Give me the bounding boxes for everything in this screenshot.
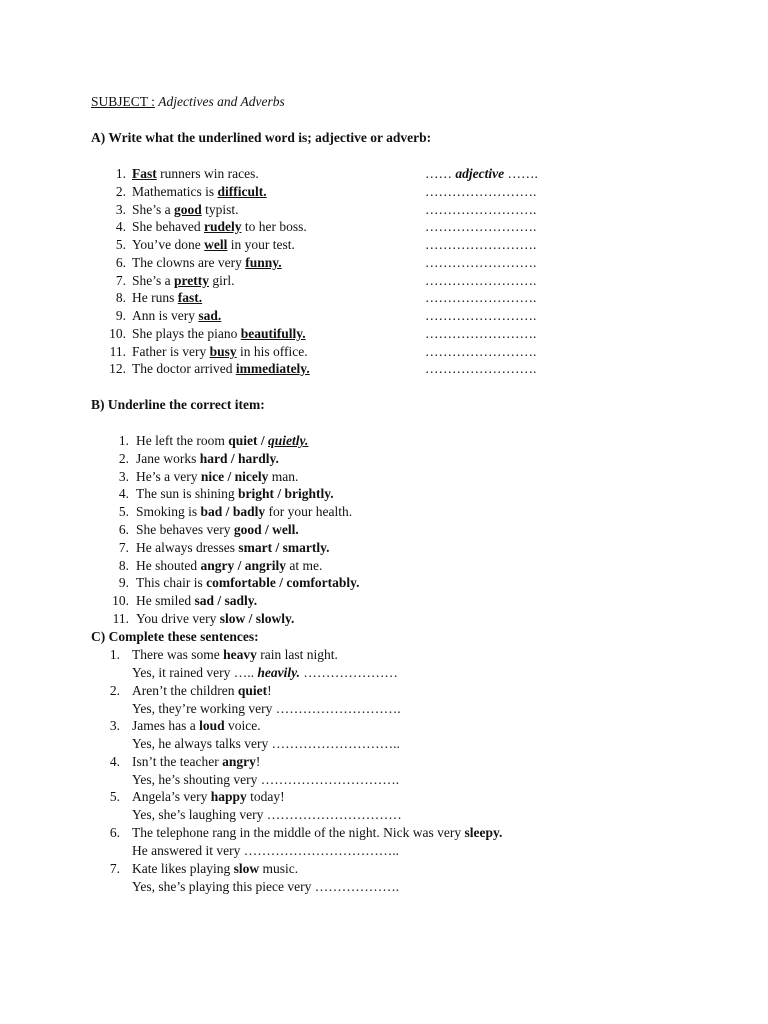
answer-dots: ………………… [299, 665, 398, 680]
item-text: today! [246, 789, 285, 804]
option-b: hardly. [238, 451, 279, 466]
answer-line [132, 878, 399, 895]
answer-dots: ……………………. [425, 308, 537, 323]
item-number: 7. [118, 540, 129, 555]
option-b: nicely [234, 469, 269, 484]
underlined-word: fast. [177, 290, 203, 305]
list-item [132, 325, 306, 342]
answer-prompt: Yes, she’s playing this piece very [132, 879, 315, 894]
option-a: good [233, 522, 262, 537]
list-item [136, 592, 257, 609]
item-number: 8. [118, 558, 129, 573]
item-number: 2. [109, 683, 120, 698]
list-item [136, 432, 308, 449]
item-text: She behaved [132, 219, 204, 234]
option-a: slow [219, 611, 246, 626]
item-text: He left the room [136, 433, 229, 448]
list-item [132, 183, 267, 200]
option-b: brightly. [284, 486, 334, 501]
item-number: 10. [112, 593, 129, 608]
list-item [136, 468, 298, 485]
item-text: ! [255, 754, 261, 769]
option-separator: / [224, 469, 235, 484]
underlined-word: immediately. [235, 361, 310, 376]
answer-dots: ………………………. [275, 701, 401, 716]
item-number: 9. [118, 575, 129, 590]
answer-dots: ……………………. [425, 361, 537, 376]
list-item [132, 717, 261, 734]
item-text: in his office. [236, 344, 308, 359]
answer-prompt: Yes, it rained very [132, 665, 234, 680]
item-text: She plays the piano [132, 326, 241, 341]
item-text: to her boss. [241, 219, 307, 234]
answer-dots: ………………. [314, 879, 400, 894]
item-text: typist. [201, 202, 239, 217]
answer-blank [425, 201, 536, 218]
item-number: 5. [115, 237, 126, 252]
item-number: 7. [115, 273, 126, 288]
section-b-heading: B) Underline the correct item: [91, 397, 265, 412]
underlined-word: good [174, 202, 202, 217]
key-word: happy [210, 789, 247, 804]
answer-dots: ……………………….. [271, 736, 400, 751]
item-number: 4. [109, 754, 120, 769]
answer-prompt: Yes, they’re working very [132, 701, 276, 716]
answer-blank [425, 165, 538, 182]
item-text: Kate likes playing [132, 861, 234, 876]
list-item [132, 201, 239, 218]
subject-line [91, 93, 285, 110]
list-item [132, 343, 308, 360]
list-item [136, 485, 334, 502]
underlined-word: busy [209, 344, 237, 359]
underlined-word: sad. [198, 308, 222, 323]
list-item [132, 289, 202, 306]
option-separator: / [234, 558, 245, 573]
option-b: well. [272, 522, 299, 537]
answer-blank [425, 325, 536, 342]
list-item [132, 236, 295, 253]
key-word: loud [199, 718, 225, 733]
underlined-word: funny. [245, 255, 282, 270]
option-a: sad [194, 593, 215, 608]
item-number: 2. [115, 184, 126, 199]
item-text: You drive very [136, 611, 220, 626]
item-text: for your health. [265, 504, 353, 519]
list-item [132, 307, 221, 324]
answer-dots: ……………………. [425, 326, 537, 341]
item-text: The clowns are very [132, 255, 246, 270]
item-text: Isn’t the teacher [132, 754, 223, 769]
answer-dots: ……………………. [425, 219, 537, 234]
answer-dots: ……………………. [425, 273, 537, 288]
list-item [132, 165, 259, 182]
item-text: Jane works [136, 451, 200, 466]
answer-prompt: He answered it very [132, 843, 244, 858]
answer-line [132, 700, 401, 717]
item-text: You’ve done [132, 237, 205, 252]
item-text: James has a [132, 718, 200, 733]
item-number: 1. [118, 433, 129, 448]
list-item [136, 574, 360, 591]
key-word: sleepy. [464, 825, 503, 840]
item-text: music. [259, 861, 299, 876]
option-a: angry [200, 558, 235, 573]
option-b: comfortably. [286, 575, 360, 590]
item-text: He shouted [136, 558, 201, 573]
answer-line [132, 842, 399, 859]
item-number: 6. [109, 825, 120, 840]
list-item [136, 503, 352, 520]
item-number: 3. [115, 202, 126, 217]
answer-dots: …… [425, 166, 452, 181]
item-text: The telephone rang in the middle of the night. Nick was very [132, 825, 465, 840]
answer-blank [425, 307, 536, 324]
answer-blank [425, 289, 536, 306]
underlined-word: beautifully. [240, 326, 306, 341]
answer-dots: ……………………. [425, 344, 537, 359]
section-a-heading: A) Write what the underlined word is; adjective or adverb: [91, 130, 432, 145]
item-number: 3. [118, 469, 129, 484]
option-separator: / [257, 433, 269, 448]
answer-prompt: Yes, he always talks very [132, 736, 272, 751]
answer-dots: ……………………. [425, 255, 537, 270]
item-text: Smoking is [136, 504, 201, 519]
list-item [136, 450, 279, 467]
option-separator: / [222, 504, 233, 519]
item-number: 4. [115, 219, 126, 234]
option-b: slowly. [255, 611, 295, 626]
list-item [132, 788, 285, 805]
option-a: comfortable [206, 575, 276, 590]
item-text: rain last night. [256, 647, 338, 662]
example-answer: adjective [455, 166, 505, 181]
answer-line [132, 735, 400, 752]
key-word: heavy [223, 647, 257, 662]
answer-blank [425, 183, 536, 200]
item-text: Angela’s very [132, 789, 211, 804]
list-item [136, 557, 322, 574]
item-number: 7. [109, 861, 120, 876]
item-number: 1. [115, 166, 126, 181]
option-separator: / [272, 540, 283, 555]
underlined-word: pretty [174, 273, 209, 288]
item-number: 10. [109, 326, 126, 341]
answer-blank [425, 236, 536, 253]
answer-dots: …………………………. [260, 772, 400, 787]
answer-dots: …………………………….. [243, 843, 399, 858]
list-item [136, 539, 330, 556]
answer-blank [425, 272, 536, 289]
item-number: 8. [115, 290, 126, 305]
answer-prompt: Yes, he’s shouting very [132, 772, 261, 787]
item-text: voice. [224, 718, 261, 733]
item-number: 4. [118, 486, 129, 501]
list-item [136, 521, 299, 538]
item-text: man. [268, 469, 299, 484]
list-item [132, 646, 338, 663]
option-separator: / [274, 486, 285, 501]
answer-line [132, 771, 399, 788]
option-separator: / [275, 575, 287, 590]
item-text: Ann is very [132, 308, 199, 323]
item-number: 11. [112, 611, 129, 626]
item-text: Father is very [132, 344, 210, 359]
list-item [136, 610, 294, 627]
item-text: She’s a [132, 273, 174, 288]
item-text: This chair is [136, 575, 207, 590]
option-separator: / [227, 451, 239, 466]
section-c-heading: C) Complete these sentences: [91, 629, 259, 644]
item-text: He smiled [136, 593, 195, 608]
item-text: in your test. [227, 237, 295, 252]
option-separator: / [214, 593, 225, 608]
item-number: 3. [109, 718, 120, 733]
list-item [132, 360, 310, 377]
item-text: The doctor arrived [132, 361, 236, 376]
option-a: bright [238, 486, 275, 501]
item-number: 6. [115, 255, 126, 270]
answer-dots: ……………………. [425, 290, 537, 305]
answer-line [132, 806, 402, 823]
option-a: hard [199, 451, 228, 466]
underlined-word: Fast [132, 166, 157, 181]
item-text: Mathematics is [132, 184, 218, 199]
option-b: badly [232, 504, 266, 519]
list-item [132, 860, 298, 877]
option-b: quietly. [268, 433, 309, 448]
option-a: quiet [228, 433, 258, 448]
item-text: at me. [286, 558, 323, 573]
answer-line [132, 664, 398, 681]
example-answer: heavily. [257, 665, 300, 680]
answer-blank [425, 360, 536, 377]
item-text: runners win races. [156, 166, 259, 181]
item-text: The sun is shining [136, 486, 239, 501]
answer-dots: ….. [233, 665, 254, 680]
item-text: He’s a very [136, 469, 201, 484]
underlined-word: difficult. [217, 184, 267, 199]
key-word: slow [233, 861, 260, 876]
item-text: She’s a [132, 202, 174, 217]
list-item [132, 254, 282, 271]
list-item [132, 682, 272, 699]
item-number: 1. [109, 647, 120, 662]
answer-dots: ……. [507, 166, 538, 181]
item-text: Aren’t the children [132, 683, 238, 698]
item-number: 5. [109, 789, 120, 804]
item-text: She behaves very [136, 522, 234, 537]
option-a: bad [200, 504, 223, 519]
item-text: girl. [209, 273, 235, 288]
item-number: 2. [118, 451, 129, 466]
item-number: 5. [118, 504, 129, 519]
list-item [132, 753, 260, 770]
key-word: quiet [237, 683, 268, 698]
option-b: angrily [244, 558, 287, 573]
key-word: angry [222, 754, 256, 769]
item-text: There was some [132, 647, 224, 662]
answer-dots: ………………………… [266, 807, 402, 822]
answer-prompt: Yes, she’s laughing very [132, 807, 267, 822]
item-number: 9. [115, 308, 126, 323]
list-item [132, 272, 235, 289]
item-text: He always dresses [136, 540, 239, 555]
list-item [132, 218, 307, 235]
item-number: 11. [109, 344, 126, 359]
answer-dots: ……………………. [425, 202, 537, 217]
answer-dots: ……………………. [425, 184, 537, 199]
underlined-word: well [204, 237, 228, 252]
option-a: smart [238, 540, 273, 555]
item-text: He runs [132, 290, 178, 305]
item-text: ! [267, 683, 272, 698]
answer-blank [425, 254, 536, 271]
subject-label: SUBJECT : [91, 94, 155, 109]
answer-blank [425, 343, 536, 360]
option-separator: / [261, 522, 273, 537]
subject-title: Adjectives and Adverbs [158, 94, 285, 109]
answer-dots: ……………………. [425, 237, 537, 252]
option-a: nice [200, 469, 225, 484]
option-separator: / [245, 611, 256, 626]
item-number: 6. [118, 522, 129, 537]
underlined-word: rudely [203, 219, 242, 234]
option-b: smartly. [282, 540, 330, 555]
list-item [132, 824, 502, 841]
item-number: 12. [109, 361, 126, 376]
option-b: sadly. [224, 593, 258, 608]
answer-blank [425, 218, 536, 235]
